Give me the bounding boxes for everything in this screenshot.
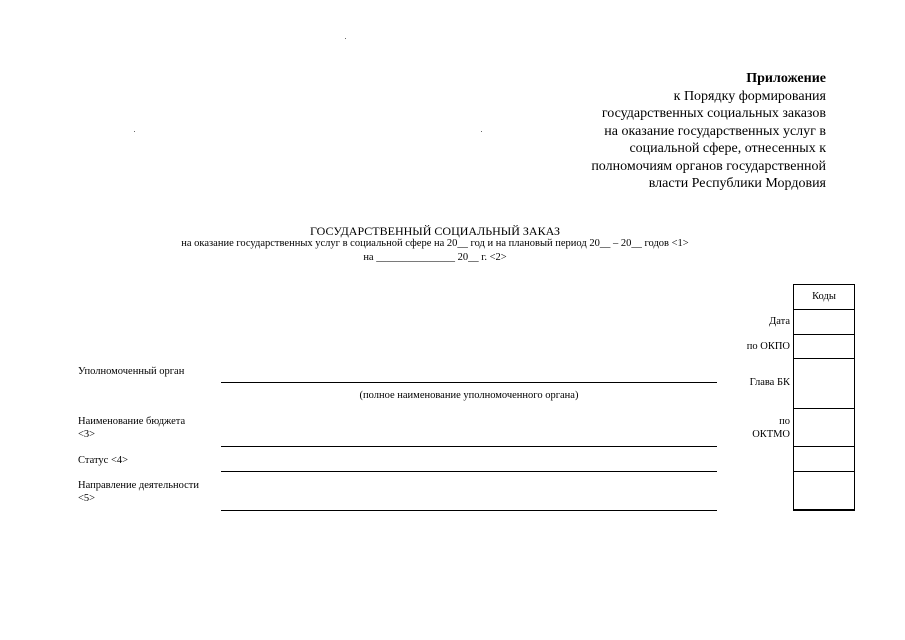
codes-header: Коды (812, 291, 836, 302)
scan-speck (481, 131, 482, 132)
code-label-glava-bk: Глава БК (749, 377, 790, 388)
document-date-line: на _______________ 20__ г. <2> (363, 252, 507, 263)
budget-name-line (221, 446, 717, 447)
code-label-oktmo-line2: ОКТМО (752, 429, 790, 440)
appendix-line: на оказание государственных услуг в (604, 123, 826, 139)
direction-label-line: Направление деятельности (78, 480, 199, 491)
codes-cell-oktmo[interactable] (794, 408, 854, 446)
codes-cell-okpo[interactable] (794, 334, 854, 358)
appendix-line: государственных социальных заказов (601, 106, 826, 121)
appendix-line: социальной сфере, отнесенных к (629, 141, 826, 156)
scan-speck (134, 131, 135, 132)
budget-name-label-ref: <3> (78, 429, 96, 440)
document-subtitle: на оказание государственных услуг в социальной сфере на 20__ год и на плановый период 20__ – 20__ годов <1> (181, 238, 689, 249)
appendix-line: полномочиям органов государственной (591, 158, 826, 174)
codes-table (793, 284, 855, 511)
direction-label-ref: <5> (78, 493, 96, 504)
code-label-oktmo-line1: по (779, 416, 790, 427)
codes-cell-status[interactable] (794, 446, 854, 471)
budget-name-label-line: Наименование бюджета (78, 416, 186, 427)
appendix-title: Приложение (746, 71, 826, 86)
authorized-body-note: (полное наименование уполномоченного органа) (359, 390, 579, 401)
code-label-oktmo (720, 415, 790, 441)
status-label: Статус <4> (78, 455, 129, 466)
appendix-block (506, 70, 826, 193)
code-label-date: Дата (769, 316, 790, 327)
codes-cell-direction[interactable] (794, 471, 854, 509)
direction-line (221, 510, 717, 511)
budget-name-label (78, 415, 185, 441)
authorized-body-label: Уполномоченный орган (78, 366, 185, 377)
appendix-line: к Порядку формирования (673, 88, 826, 104)
authorized-body-line (221, 382, 717, 383)
status-line (221, 471, 717, 472)
code-label-okpo: по ОКПО (746, 341, 790, 352)
codes-cell-date[interactable] (794, 309, 854, 334)
document-title: ГОСУДАРСТВЕННЫЙ СОЦИАЛЬНЫЙ ЗАКАЗ (310, 224, 560, 238)
scan-speck (345, 38, 346, 39)
codes-cell-glava-bk[interactable] (794, 358, 854, 408)
appendix-line: власти Республики Мордовия (648, 176, 826, 191)
direction-label (78, 479, 199, 505)
